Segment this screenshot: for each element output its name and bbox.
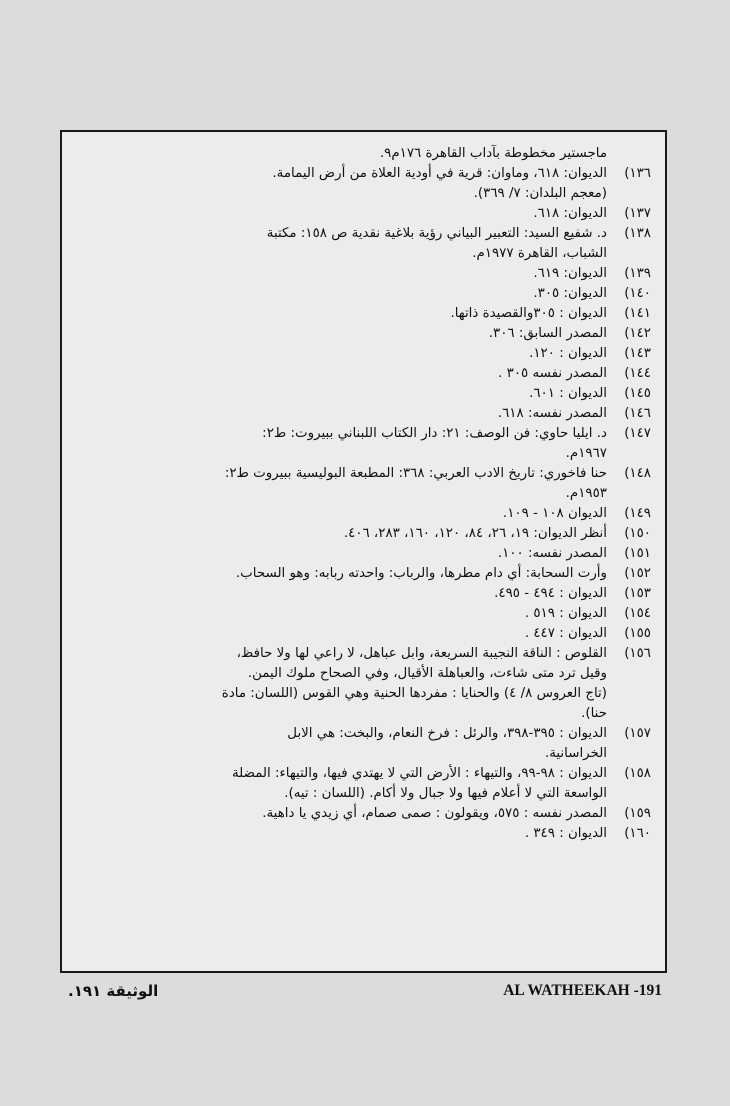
footnote-line: حنا فاخوري: تاريخ الادب العربي: ٣٦٨: المطبعة البوليسية ببيروت ط٢: — [224, 466, 607, 481]
footnote-line: المصدر السابق: ٣٠٦. — [488, 326, 607, 341]
footnote-item — [76, 304, 651, 324]
footnote-item — [76, 204, 651, 224]
footnote-text — [76, 164, 607, 204]
footnote-text — [76, 284, 607, 304]
footnote-line: القلوص : الناقة النجيبة السريعة، وابل عباهل، لا راعي لها ولا حافظ، — [236, 646, 607, 661]
footnote-item — [76, 804, 651, 824]
footnote-text — [76, 584, 607, 604]
footnote-number: ١٣٨) — [624, 226, 651, 241]
footnote-line: الشباب، القاهرة ١٩٧٧م. — [472, 246, 607, 261]
footnote-text — [76, 564, 607, 584]
footer-english-title: AL WATHEEKAH -191 — [503, 982, 662, 999]
footnote-text — [76, 204, 607, 224]
footnote-line: الديوان : ٤٩٤ - ٤٩٥. — [494, 586, 607, 601]
footnote-line: حنا). — [581, 706, 607, 721]
footnote-number: ١٤٥) — [624, 386, 651, 401]
footnote-text — [76, 304, 607, 324]
footnote-number: ١٣٦) — [624, 166, 651, 181]
footnote-number: ١٤٣) — [624, 346, 651, 361]
footnote-line: الديوان ١٠٨ - ١٠٩. — [502, 506, 607, 521]
footnote-text — [76, 404, 607, 424]
continuation-text: ماجستير مخطوطة بآداب القاهرة ١٧٦م٩. — [379, 146, 607, 161]
footnote-number: ١٤١) — [624, 306, 651, 321]
footnote-number: ١٤٨) — [624, 466, 651, 481]
footnote-text — [76, 764, 607, 804]
footnote-item — [76, 564, 651, 584]
footnote-item — [76, 624, 651, 644]
footnote-item — [76, 404, 651, 424]
footnote-item — [76, 604, 651, 624]
footnote-text — [76, 524, 607, 544]
footnote-line: ١٩٥٣م. — [565, 486, 607, 501]
page-footer — [68, 982, 662, 1006]
footnote-item — [76, 264, 651, 284]
footnote-line: وقيل ترد متى شاءت، والعباهلة الأقيال، وفي الصحاح ملوك اليمن. — [247, 666, 607, 681]
footnote-number: ١٤٠) — [624, 286, 651, 301]
footnote-number: ١٤٦) — [624, 406, 651, 421]
footnote-item — [76, 224, 651, 264]
footnote-line: (معجم البلدان: ٧/ ٣٦٩). — [473, 186, 607, 201]
footnote-number: ١٥٩) — [624, 806, 651, 821]
footnote-line: أنظر الديوان: ١٩، ٢٦، ٨٤، ١٢٠، ١٦٠، ٢٨٣، ٤٠٦. — [343, 526, 607, 541]
footnote-number: ١٣٧) — [624, 206, 651, 221]
footnote-item — [76, 344, 651, 364]
footnote-line: الديوان : ٩٨-٩٩، والتيهاء : الأرض التي لا يهتدي فيها، والتيهاء: المضلة — [231, 766, 607, 781]
footnote-number: ١٥٥) — [624, 626, 651, 641]
footnote-line: (تاج العروس ٨/ ٤) والحنايا : مفردها الحنية وهي القوس (اللسان: مادة — [221, 686, 607, 701]
footer-arabic-title: الوثيقة ١٩١. — [68, 982, 159, 1000]
footnote-item — [76, 284, 651, 304]
footnote-item — [76, 544, 651, 564]
footnote-item — [76, 584, 651, 604]
footnote-text — [76, 324, 607, 344]
footnote-text — [76, 364, 607, 384]
footnote-text — [76, 644, 607, 724]
footnote-number: ١٤٢) — [624, 326, 651, 341]
footnote-text — [76, 424, 607, 464]
footnote-item — [76, 464, 651, 504]
footnote-line: المصدر نفسه: ٦١٨. — [497, 406, 607, 421]
continuation-line — [76, 144, 651, 164]
footnote-text — [76, 824, 607, 844]
footnote-number: ١٣٩) — [624, 266, 651, 281]
footnote-text — [76, 344, 607, 364]
footnote-item — [76, 364, 651, 384]
footnote-number: ١٤٤) — [624, 366, 651, 381]
footnote-text — [76, 264, 607, 284]
footnote-number: ١٥٦) — [624, 646, 651, 661]
footnote-item — [76, 524, 651, 544]
footnote-number: ١٤٧) — [624, 426, 651, 441]
footnote-number: ١٦٠) — [624, 826, 651, 841]
footnotes-list — [76, 144, 651, 844]
footnote-line: الديوان: ٣٠٥. — [533, 286, 607, 301]
footnote-text — [76, 224, 607, 264]
footnote-item — [76, 164, 651, 204]
footnote-line: المصدر نفسه: ١٠٠. — [497, 546, 607, 561]
footnote-item — [76, 504, 651, 524]
footnote-text — [76, 604, 607, 624]
footnote-text — [76, 384, 607, 404]
footnote-item — [76, 724, 651, 764]
footnote-text — [76, 624, 607, 644]
footnote-item — [76, 644, 651, 724]
footnote-number: ١٥٢) — [624, 566, 651, 581]
footnote-item — [76, 324, 651, 344]
footnote-line: الديوان : ٣٠٥والقصيدة ذاتها. — [450, 306, 607, 321]
footnote-line: الديوان: ٦١٩. — [533, 266, 607, 281]
footnote-line: الديوان : ١٢٠. — [529, 346, 607, 361]
footnote-number: ١٤٩) — [624, 506, 651, 521]
footnote-line: وأرت السحابة: أي دام مطرها، والرباب: واحدته ربابه: وهو السحاب. — [235, 566, 607, 581]
footnote-text — [76, 724, 607, 764]
footnote-number: ١٥٨) — [624, 766, 651, 781]
footnote-text — [76, 464, 607, 504]
footnote-number: ١٥٧) — [624, 726, 651, 741]
footnote-item — [76, 424, 651, 464]
footnote-line: الواسعة التي لا أعلام فيها ولا جبال ولا أكام. (اللسان : تيه). — [284, 786, 607, 801]
footnote-line: الخراسانية. — [544, 746, 607, 761]
text-frame — [60, 130, 667, 973]
footnote-line: المصدر نفسه : ٥٧٥، ويقولون : صمى صمام، أي زيدي يا داهية. — [262, 806, 607, 821]
footnote-number: ١٥٤) — [624, 606, 651, 621]
footnote-line: الديوان: ٦١٨، وماوان: قرية في أودية العلاة من أرض اليمامة. — [272, 166, 607, 181]
footnote-line: الديوان : ٦٠١. — [529, 386, 607, 401]
footnote-line: الديوان : ٣٩٥-٣٩٨، والرئل : فرخ النعام، والبخت: هي الابل — [287, 726, 607, 741]
footnote-item — [76, 384, 651, 404]
footnote-number: ١٥١) — [624, 546, 651, 561]
footnote-line: الديوان : ٤٤٧ . — [524, 626, 607, 641]
footnote-line: د. شفيع السيد: التعبير البياني رؤية بلاغية نقدية ص ١٥٨: مكتبة — [266, 226, 607, 241]
footnote-text — [76, 804, 607, 824]
footnote-text — [76, 504, 607, 524]
footnote-item — [76, 824, 651, 844]
footnote-number: ١٥٠) — [624, 526, 651, 541]
footnote-line: د. ايليا حاوي: فن الوصف: ٢١: دار الكتاب اللبناني ببيروت: ط٢: — [262, 426, 607, 441]
footnote-number: ١٥٣) — [624, 586, 651, 601]
footnote-line: ١٩٦٧م. — [565, 446, 607, 461]
footnote-line: الديوان : ٣٤٩ . — [524, 826, 607, 841]
footnote-line: الديوان : ٥١٩ . — [524, 606, 607, 621]
footnote-text — [76, 544, 607, 564]
footnote-line: المصدر نفسه ٣٠٥ . — [498, 366, 607, 381]
footnote-item — [76, 764, 651, 804]
footnote-line: الديوان: ٦١٨. — [533, 206, 607, 221]
